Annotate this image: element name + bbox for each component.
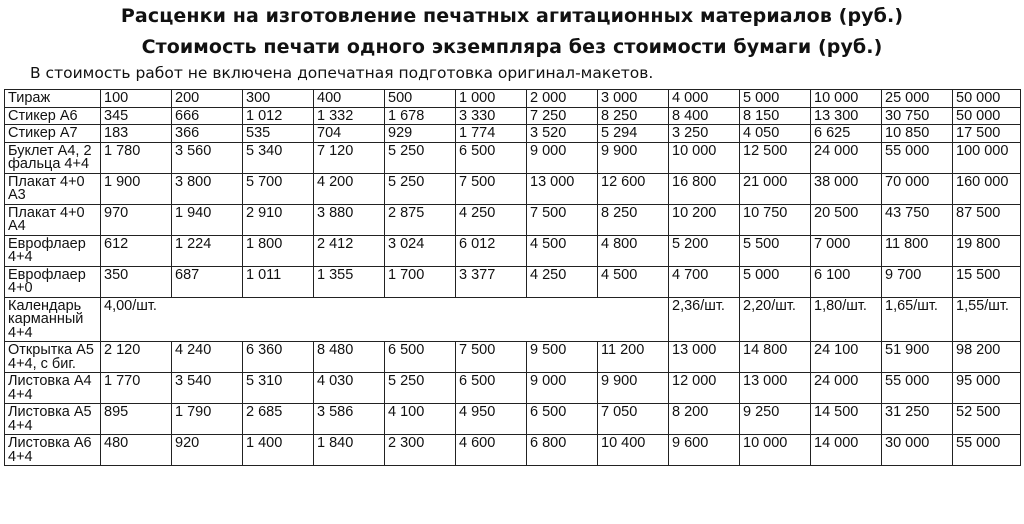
quantity-header-cell: 25 000	[882, 90, 953, 108]
product-name-cell: Листовка А4 4+4	[5, 373, 101, 404]
price-cell: 10 000	[740, 435, 811, 466]
price-cell: 9 000	[527, 142, 598, 173]
price-cell: 5 310	[243, 373, 314, 404]
price-cell: 7 500	[527, 204, 598, 235]
price-cell: 970	[101, 204, 172, 235]
price-cell: 11 800	[882, 235, 953, 266]
price-cell: 10 000	[669, 142, 740, 173]
price-cell: 480	[101, 435, 172, 466]
price-cell: 7 120	[314, 142, 385, 173]
product-name-cell: Стикер А7	[5, 125, 101, 143]
product-name-cell: Плакат 4+0 А3	[5, 173, 101, 204]
table-row	[5, 266, 1021, 297]
price-cell: 8 200	[669, 404, 740, 435]
price-cell: 1 012	[243, 107, 314, 125]
price-cell: 920	[172, 435, 243, 466]
price-cell: 2,20/шт.	[740, 297, 811, 342]
price-cell: 8 150	[740, 107, 811, 125]
quantity-header-cell: 200	[172, 90, 243, 108]
table-row	[5, 142, 1021, 173]
price-cell: 13 000	[527, 173, 598, 204]
price-note: В стоимость работ не включена допечатная подготовка оригинал-макетов.	[30, 64, 654, 82]
price-cell: 4 800	[598, 235, 669, 266]
price-cell: 20 500	[811, 204, 882, 235]
price-cell: 3 880	[314, 204, 385, 235]
price-cell: 98 200	[953, 342, 1021, 373]
price-cell: 5 250	[385, 142, 456, 173]
price-cell: 8 400	[669, 107, 740, 125]
price-cell: 6 800	[527, 435, 598, 466]
product-name-cell: Календарь карманный 4+4	[5, 297, 101, 342]
price-cell: 100 000	[953, 142, 1021, 173]
price-cell: 1 900	[101, 173, 172, 204]
price-cell: 4 200	[314, 173, 385, 204]
price-cell: 51 900	[882, 342, 953, 373]
price-cell: 1 700	[385, 266, 456, 297]
price-cell: 1 355	[314, 266, 385, 297]
price-cell: 24 000	[811, 373, 882, 404]
price-cell: 929	[385, 125, 456, 143]
price-cell: 10 750	[740, 204, 811, 235]
price-cell: 55 000	[882, 142, 953, 173]
quantity-header-cell: 100	[101, 90, 172, 108]
price-cell: 1 011	[243, 266, 314, 297]
price-cell: 5 250	[385, 173, 456, 204]
table-row	[5, 173, 1021, 204]
price-cell: 55 000	[953, 435, 1021, 466]
price-cell: 4 250	[527, 266, 598, 297]
price-cell: 13 000	[669, 342, 740, 373]
price-cell: 6 500	[527, 404, 598, 435]
price-cell: 14 500	[811, 404, 882, 435]
page-title: Расценки на изготовление печатных агитационных материалов (руб.)	[120, 5, 904, 27]
price-cell: 12 600	[598, 173, 669, 204]
table-row	[5, 235, 1021, 266]
product-name-cell: Буклет А4, 2 фальца 4+4	[5, 142, 101, 173]
price-cell: 12 000	[669, 373, 740, 404]
price-cell: 3 330	[456, 107, 527, 125]
price-cell: 2 910	[243, 204, 314, 235]
table-row	[5, 107, 1021, 125]
price-cell: 160 000	[953, 173, 1021, 204]
page-subtitle: Стоимость печати одного экземпляра без стоимости бумаги (руб.)	[141, 36, 883, 58]
price-cell: 6 100	[811, 266, 882, 297]
price-cell: 3 024	[385, 235, 456, 266]
price-cell: 8 250	[598, 107, 669, 125]
price-cell: 2 120	[101, 342, 172, 373]
price-cell: 24 000	[811, 142, 882, 173]
quantity-header-cell: 1 000	[456, 90, 527, 108]
product-name-cell: Еврофлаер 4+4	[5, 235, 101, 266]
quantity-header-cell: 50 000	[953, 90, 1021, 108]
price-cell: 3 800	[172, 173, 243, 204]
price-cell: 612	[101, 235, 172, 266]
table-row	[5, 342, 1021, 373]
quantity-header-cell: 300	[243, 90, 314, 108]
price-cell: 4 500	[598, 266, 669, 297]
price-cell: 9 500	[527, 342, 598, 373]
price-cell: 895	[101, 404, 172, 435]
price-cell: 1 770	[101, 373, 172, 404]
table-row	[5, 297, 1021, 342]
price-cell: 50 000	[953, 107, 1021, 125]
price-cell: 3 250	[669, 125, 740, 143]
price-cell: 704	[314, 125, 385, 143]
price-cell: 4 700	[669, 266, 740, 297]
price-cell: 5 200	[669, 235, 740, 266]
table-row	[5, 404, 1021, 435]
quantity-header-cell: 2 000	[527, 90, 598, 108]
price-cell: 9 000	[527, 373, 598, 404]
price-cell: 7 250	[527, 107, 598, 125]
quantity-header-cell: 5 000	[740, 90, 811, 108]
quantity-header-cell: 4 000	[669, 90, 740, 108]
price-cell: 4 050	[740, 125, 811, 143]
price-cell: 14 800	[740, 342, 811, 373]
price-cell: 17 500	[953, 125, 1021, 143]
price-cell: 6 360	[243, 342, 314, 373]
price-cell: 5 700	[243, 173, 314, 204]
price-cell: 6 625	[811, 125, 882, 143]
price-cell: 15 500	[953, 266, 1021, 297]
price-cell: 5 294	[598, 125, 669, 143]
price-cell: 1 332	[314, 107, 385, 125]
price-cell: 2 412	[314, 235, 385, 266]
price-cell: 1 800	[243, 235, 314, 266]
quantity-header-cell: 400	[314, 90, 385, 108]
price-cell: 366	[172, 125, 243, 143]
price-cell: 3 540	[172, 373, 243, 404]
table-row	[5, 204, 1021, 235]
price-cell: 350	[101, 266, 172, 297]
price-cell: 19 800	[953, 235, 1021, 266]
price-cell: 13 000	[740, 373, 811, 404]
price-cell: 1 224	[172, 235, 243, 266]
price-cell: 30 000	[882, 435, 953, 466]
quantity-header-label: Тираж	[5, 90, 101, 108]
price-cell: 87 500	[953, 204, 1021, 235]
price-cell: 9 700	[882, 266, 953, 297]
price-cell: 4 600	[456, 435, 527, 466]
price-cell: 4 240	[172, 342, 243, 373]
price-table	[4, 89, 1021, 466]
price-cell: 7 500	[456, 173, 527, 204]
price-cell: 16 800	[669, 173, 740, 204]
price-cell: 7 500	[456, 342, 527, 373]
price-cell: 7 050	[598, 404, 669, 435]
price-cell: 30 750	[882, 107, 953, 125]
price-cell: 687	[172, 266, 243, 297]
price-cell: 6 500	[385, 342, 456, 373]
price-cell: 1 780	[101, 142, 172, 173]
price-cell: 4 100	[385, 404, 456, 435]
price-cell: 5 500	[740, 235, 811, 266]
price-cell: 12 500	[740, 142, 811, 173]
price-cell: 9 600	[669, 435, 740, 466]
table-row	[5, 435, 1021, 466]
merged-price-cell: 4,00/шт.	[101, 297, 669, 342]
price-cell: 5 250	[385, 373, 456, 404]
price-cell: 21 000	[740, 173, 811, 204]
price-cell: 10 850	[882, 125, 953, 143]
table-row	[5, 125, 1021, 143]
quantity-header-cell: 500	[385, 90, 456, 108]
price-cell: 70 000	[882, 173, 953, 204]
quantity-header-row	[5, 90, 1021, 108]
price-cell: 9 250	[740, 404, 811, 435]
price-cell: 4 950	[456, 404, 527, 435]
price-cell: 183	[101, 125, 172, 143]
price-cell: 5 340	[243, 142, 314, 173]
price-cell: 11 200	[598, 342, 669, 373]
price-cell: 31 250	[882, 404, 953, 435]
table-row	[5, 373, 1021, 404]
price-cell: 1 774	[456, 125, 527, 143]
price-cell: 1 678	[385, 107, 456, 125]
quantity-header-cell: 10 000	[811, 90, 882, 108]
price-cell: 4 250	[456, 204, 527, 235]
price-cell: 13 300	[811, 107, 882, 125]
product-name-cell: Листовка А5 4+4	[5, 404, 101, 435]
product-name-cell: Еврофлаер 4+0	[5, 266, 101, 297]
price-cell: 1 400	[243, 435, 314, 466]
price-cell: 1 790	[172, 404, 243, 435]
price-cell: 3 586	[314, 404, 385, 435]
price-cell: 6 500	[456, 373, 527, 404]
product-name-cell: Листовка А6 4+4	[5, 435, 101, 466]
price-cell: 43 750	[882, 204, 953, 235]
price-cell: 55 000	[882, 373, 953, 404]
quantity-header-cell: 3 000	[598, 90, 669, 108]
product-name-cell: Открытка А5 4+4, с биг.	[5, 342, 101, 373]
price-cell: 6 012	[456, 235, 527, 266]
price-cell: 1,80/шт.	[811, 297, 882, 342]
price-cell: 535	[243, 125, 314, 143]
price-cell: 6 500	[456, 142, 527, 173]
price-cell: 2 685	[243, 404, 314, 435]
price-cell: 24 100	[811, 342, 882, 373]
product-name-cell: Стикер А6	[5, 107, 101, 125]
price-cell: 1 840	[314, 435, 385, 466]
price-cell: 2,36/шт.	[669, 297, 740, 342]
price-cell: 2 300	[385, 435, 456, 466]
price-cell: 3 377	[456, 266, 527, 297]
price-cell: 38 000	[811, 173, 882, 204]
price-cell: 10 200	[669, 204, 740, 235]
product-name-cell: Плакат 4+0 А4	[5, 204, 101, 235]
price-cell: 95 000	[953, 373, 1021, 404]
price-cell: 9 900	[598, 142, 669, 173]
price-cell: 4 030	[314, 373, 385, 404]
price-cell: 52 500	[953, 404, 1021, 435]
price-cell: 3 560	[172, 142, 243, 173]
price-cell: 4 500	[527, 235, 598, 266]
price-cell: 9 900	[598, 373, 669, 404]
price-cell: 14 000	[811, 435, 882, 466]
price-cell: 1,65/шт.	[882, 297, 953, 342]
price-cell: 2 875	[385, 204, 456, 235]
price-cell: 10 400	[598, 435, 669, 466]
price-cell: 1,55/шт.	[953, 297, 1021, 342]
price-cell: 3 520	[527, 125, 598, 143]
price-cell: 8 250	[598, 204, 669, 235]
price-table-body	[5, 90, 1021, 466]
price-cell: 345	[101, 107, 172, 125]
price-cell: 7 000	[811, 235, 882, 266]
price-cell: 666	[172, 107, 243, 125]
price-cell: 5 000	[740, 266, 811, 297]
price-cell: 8 480	[314, 342, 385, 373]
price-cell: 1 940	[172, 204, 243, 235]
